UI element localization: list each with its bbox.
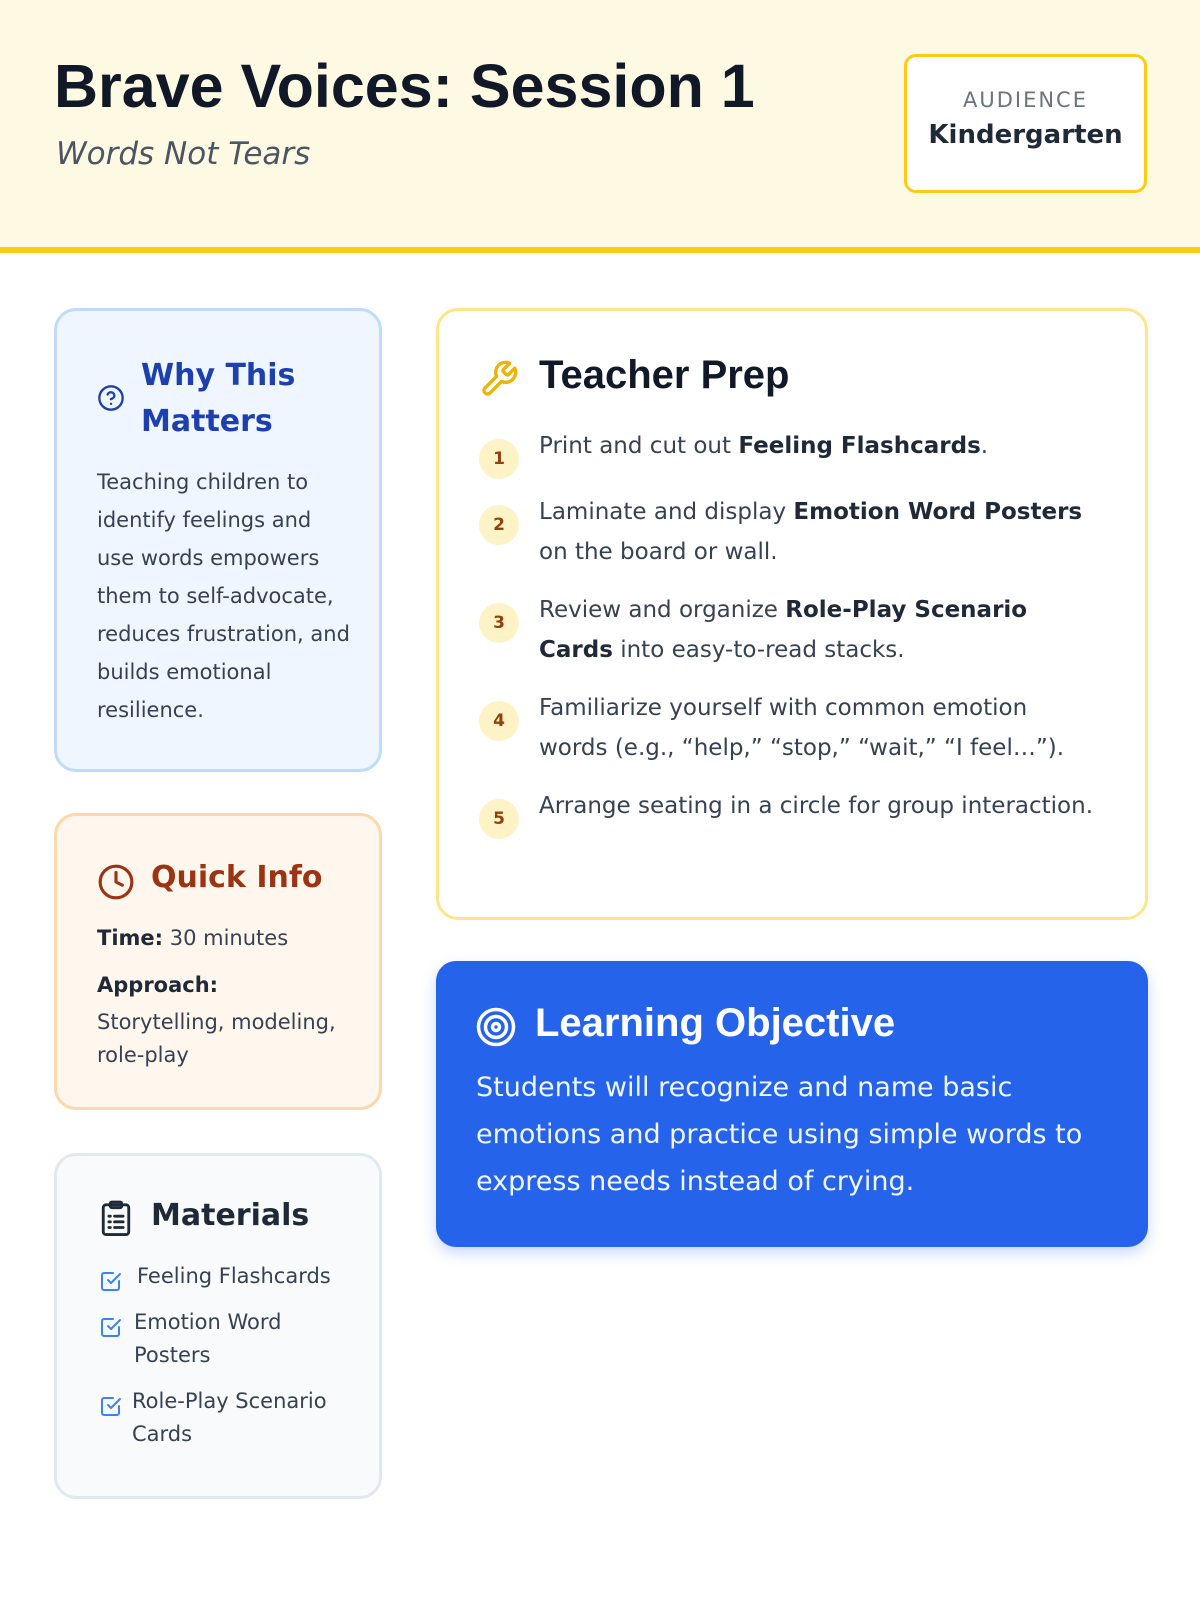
prep-step: Print and cut out Feeling Flashcards. <box>539 433 989 459</box>
checkbox-checked-icon <box>99 1315 123 1339</box>
why-heading: Why This Matters <box>141 358 296 439</box>
step-number: 4 <box>479 701 519 741</box>
material-item: Emotion Word Posters <box>134 1310 282 1367</box>
clipboard-list-icon <box>99 1200 133 1238</box>
material-item: Role-Play Scenario Cards <box>132 1389 327 1446</box>
quick-info-card <box>54 813 382 1110</box>
prep-step: Laminate and display Emotion Word Posters on the board or wall. <box>539 499 1083 565</box>
help-circle-icon <box>97 384 125 412</box>
time-label: Time: <box>97 926 164 950</box>
step-number: 1 <box>479 439 519 479</box>
time-value: 30 minutes <box>169 926 289 950</box>
checkbox-checked-icon <box>99 1269 123 1293</box>
quick-info-heading: Quick Info <box>151 860 323 895</box>
page-title: Brave Voices: Session 1 <box>54 52 755 120</box>
why-this-matters-card <box>54 308 382 772</box>
step-number: 2 <box>479 505 519 545</box>
approach-label: Approach: <box>97 973 219 997</box>
learning-objective-card <box>436 961 1148 1247</box>
materials-heading: Materials <box>151 1198 310 1233</box>
time-row <box>97 926 288 950</box>
target-icon <box>475 1006 517 1048</box>
learning-objective-body: Students will recognize and name basic emotions and practice using simple words to express needs instead of crying. <box>476 1072 1083 1197</box>
why-body: Teaching children to identify feelings and use words empowers them to self-advocate, reduces frustration, and builds emotional resilience. <box>97 470 350 722</box>
prep-step: Familiarize yourself with common emotion words (e.g., “help,” “stop,” “wait,” “I feel…”). <box>539 695 1065 761</box>
teacher-prep-card <box>436 308 1148 920</box>
materials-card <box>54 1153 382 1499</box>
clock-icon <box>97 863 135 901</box>
teacher-prep-heading: Teacher Prep <box>539 353 790 397</box>
audience-value: Kindergarten <box>928 120 1123 150</box>
material-item: Feeling Flashcards <box>137 1264 331 1288</box>
prep-step: Arrange seating in a circle for group interaction. <box>539 793 1094 819</box>
approach-value: Storytelling, modeling, role-play <box>97 1010 336 1067</box>
audience-label: AUDIENCE <box>962 88 1088 112</box>
checkbox-checked-icon <box>99 1394 123 1418</box>
page-subtitle: Words Not Tears <box>56 136 311 172</box>
wrench-icon <box>479 359 519 399</box>
prep-step: Review and organize Role-Play Scenario Cards into easy-to-read stacks. <box>539 597 1028 663</box>
step-number: 3 <box>479 603 519 643</box>
learning-objective-heading: Learning Objective <box>535 1001 896 1045</box>
step-number: 5 <box>479 799 519 839</box>
page-header <box>0 0 1200 253</box>
audience-badge <box>904 54 1147 193</box>
